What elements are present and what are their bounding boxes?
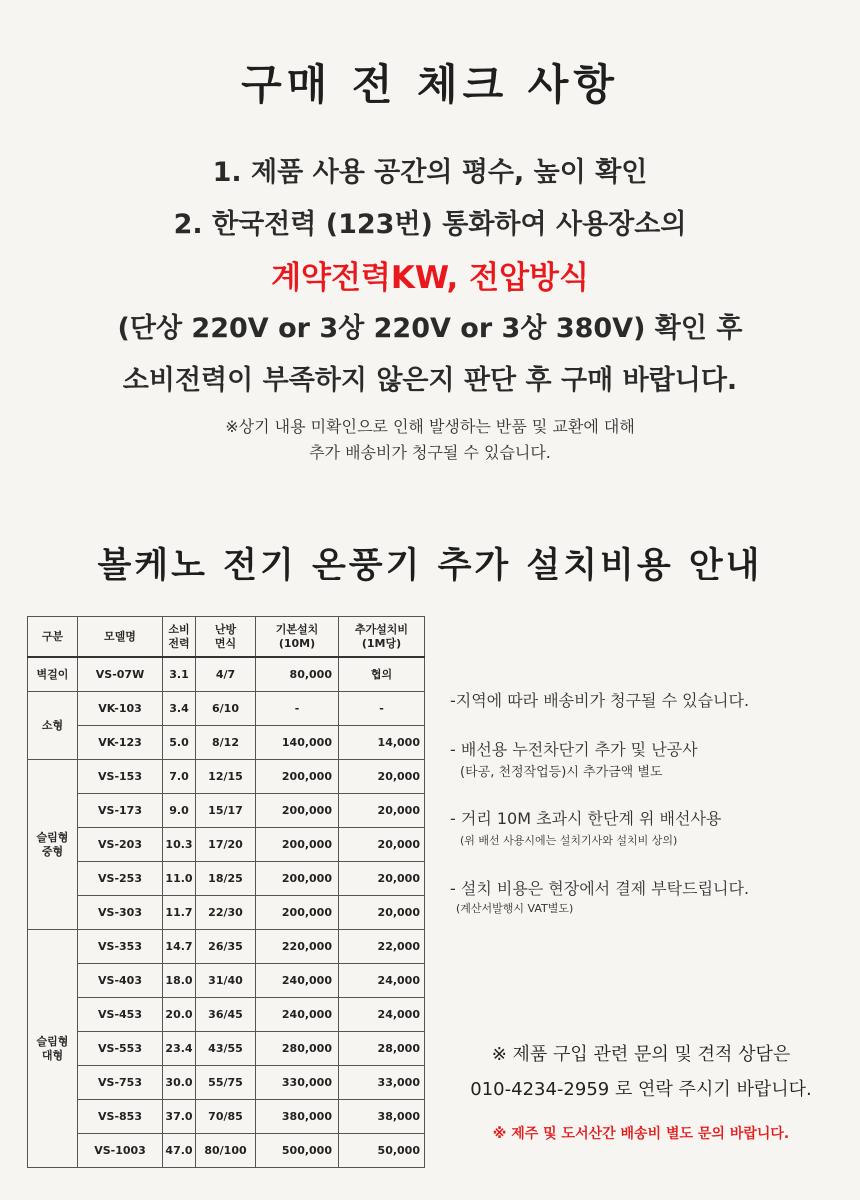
extra-install-cell: 14,000 (339, 726, 425, 760)
extra-install-cell: 20,000 (339, 896, 425, 930)
category-cell: 슬림형 중형 (28, 760, 78, 930)
basic-install-cell: 200,000 (256, 862, 339, 896)
area-cell: 26/35 (196, 930, 256, 964)
power-cell: 23.4 (163, 1032, 196, 1066)
vat-note: (계산서발행시 VAT별도) (456, 902, 574, 915)
area-cell: 80/100 (196, 1134, 256, 1168)
inquiry-line: ※ 제품 구입 관련 문의 및 견적 상담은 (491, 1044, 791, 1065)
basic-install-cell: 240,000 (256, 964, 339, 998)
area-cell: 12/15 (196, 760, 256, 794)
table-row (28, 1066, 425, 1100)
header-category: 구분 (28, 617, 78, 658)
extra-install-cell: 20,000 (339, 828, 425, 862)
table-row (28, 828, 425, 862)
model-cell: VS-203 (78, 828, 163, 862)
table-row (28, 726, 425, 760)
extra-install-cell: 협의 (339, 657, 425, 692)
basic-install-cell: 200,000 (256, 896, 339, 930)
breaker-note: - 배선용 누전차단기 추가 및 난공사 (450, 740, 698, 759)
distance-note: - 거리 10M 초과시 한단계 위 배선사용 (450, 809, 722, 828)
area-cell: 8/12 (196, 726, 256, 760)
model-cell: VS-353 (78, 930, 163, 964)
category-cell: 소형 (28, 692, 78, 760)
contract-power-highlight: 계약전력KW, 전압방식 (271, 260, 589, 296)
area-cell: 31/40 (196, 964, 256, 998)
table-row (28, 1032, 425, 1066)
extra-install-cell: 38,000 (339, 1100, 425, 1134)
model-cell: VS-553 (78, 1032, 163, 1066)
category-cell: 벽걸이 (28, 657, 78, 692)
install-cost-title: 볼케노 전기 온풍기 추가 설치비용 안내 (97, 546, 763, 586)
header-model: 모델명 (78, 617, 163, 658)
basic-install-cell: 200,000 (256, 760, 339, 794)
table-row (28, 998, 425, 1032)
basic-install-cell: 220,000 (256, 930, 339, 964)
voltage-types-line: (단상 220V or 3상 220V or 3상 380V) 확인 후 (117, 313, 743, 344)
extra-install-cell: 50,000 (339, 1134, 425, 1168)
basic-install-cell: 330,000 (256, 1066, 339, 1100)
basic-install-cell: 500,000 (256, 1134, 339, 1168)
power-cell: 20.0 (163, 998, 196, 1032)
area-cell: 55/75 (196, 1066, 256, 1100)
delivery-fee-note: -지역에 따라 배송비가 청구될 수 있습니다. (450, 691, 750, 710)
area-cell: 18/25 (196, 862, 256, 896)
area-cell: 36/45 (196, 998, 256, 1032)
breaker-note-sub: (타공, 천정작업등)시 추가금액 별도 (460, 765, 663, 780)
phone-number-line: 010-4234-2959 로 연락 주시기 바랍니다. (470, 1079, 812, 1100)
extra-install-cell: 20,000 (339, 760, 425, 794)
island-shipping-note: ※ 제주 및 도서산간 배송비 별도 문의 바랍니다. (492, 1126, 790, 1142)
basic-install-cell: - (256, 692, 339, 726)
basic-install-cell: 200,000 (256, 828, 339, 862)
basic-install-cell: 380,000 (256, 1100, 339, 1134)
power-cell: 5.0 (163, 726, 196, 760)
power-cell: 3.1 (163, 657, 196, 692)
table-header-row (28, 617, 425, 658)
power-cell: 10.3 (163, 828, 196, 862)
power-cell: 18.0 (163, 964, 196, 998)
header-extra-install: 추가설치비 (1M당) (339, 617, 425, 658)
table-row (28, 964, 425, 998)
table-row (28, 760, 425, 794)
extra-install-cell: - (339, 692, 425, 726)
header-basic-install: 기본설치 (10M) (256, 617, 339, 658)
power-cell: 7.0 (163, 760, 196, 794)
extra-install-cell: 24,000 (339, 998, 425, 1032)
area-cell: 17/20 (196, 828, 256, 862)
distance-note-sub: (위 배선 사용시에는 설치기사와 설치비 상의) (460, 834, 678, 847)
power-cell: 47.0 (163, 1134, 196, 1168)
power-cell: 30.0 (163, 1066, 196, 1100)
model-cell: VS-303 (78, 896, 163, 930)
area-cell: 4/7 (196, 657, 256, 692)
model-cell: VS-173 (78, 794, 163, 828)
extra-install-cell: 28,000 (339, 1032, 425, 1066)
power-cell: 9.0 (163, 794, 196, 828)
extra-install-cell: 24,000 (339, 964, 425, 998)
table-row (28, 794, 425, 828)
return-warning-note-2: 추가 배송비가 청구될 수 있습니다. (309, 443, 551, 462)
model-cell: VS-453 (78, 998, 163, 1032)
check-item-2: 2. 한국전력 (123번) 통화하여 사용장소의 (173, 209, 687, 240)
model-cell: VK-123 (78, 726, 163, 760)
area-cell: 15/17 (196, 794, 256, 828)
return-warning-note: ※상기 내용 미확인으로 인해 발생하는 반품 및 교환에 대해 (225, 417, 635, 436)
power-cell: 37.0 (163, 1100, 196, 1134)
power-cell: 3.4 (163, 692, 196, 726)
model-cell: VS-253 (78, 862, 163, 896)
model-cell: VS-403 (78, 964, 163, 998)
power-cell: 11.0 (163, 862, 196, 896)
model-cell: VS-753 (78, 1066, 163, 1100)
power-cell: 14.7 (163, 930, 196, 964)
power-cell: 11.7 (163, 896, 196, 930)
model-cell: VS-853 (78, 1100, 163, 1134)
extra-install-cell: 33,000 (339, 1066, 425, 1100)
table-row (28, 657, 425, 692)
install-cost-table (27, 616, 425, 1168)
table-row (28, 1100, 425, 1134)
payment-note: - 설치 비용은 현장에서 결제 부탁드립니다. (450, 879, 750, 898)
category-cell: 슬림형 대형 (28, 930, 78, 1168)
basic-install-cell: 80,000 (256, 657, 339, 692)
basic-install-cell: 200,000 (256, 794, 339, 828)
power-check-line: 소비전력이 부족하지 않은지 판단 후 구매 바랍니다. (122, 365, 738, 396)
extra-install-cell: 20,000 (339, 794, 425, 828)
purchase-check-title: 구매 전 체크 사항 (241, 60, 619, 109)
extra-install-cell: 20,000 (339, 862, 425, 896)
model-cell: VS-1003 (78, 1134, 163, 1168)
table-row (28, 862, 425, 896)
table-row (28, 692, 425, 726)
area-cell: 43/55 (196, 1032, 256, 1066)
header-area: 난방 면식 (196, 617, 256, 658)
basic-install-cell: 140,000 (256, 726, 339, 760)
table-row (28, 930, 425, 964)
basic-install-cell: 240,000 (256, 998, 339, 1032)
table-row (28, 896, 425, 930)
area-cell: 6/10 (196, 692, 256, 726)
model-cell: VS-153 (78, 760, 163, 794)
check-item-1: 1. 제품 사용 공간의 평수, 높이 확인 (212, 157, 648, 188)
model-cell: VK-103 (78, 692, 163, 726)
header-power: 소비 전력 (163, 617, 196, 658)
area-cell: 70/85 (196, 1100, 256, 1134)
model-cell: VS-07W (78, 657, 163, 692)
basic-install-cell: 280,000 (256, 1032, 339, 1066)
table-row (28, 1134, 425, 1168)
area-cell: 22/30 (196, 896, 256, 930)
extra-install-cell: 22,000 (339, 930, 425, 964)
